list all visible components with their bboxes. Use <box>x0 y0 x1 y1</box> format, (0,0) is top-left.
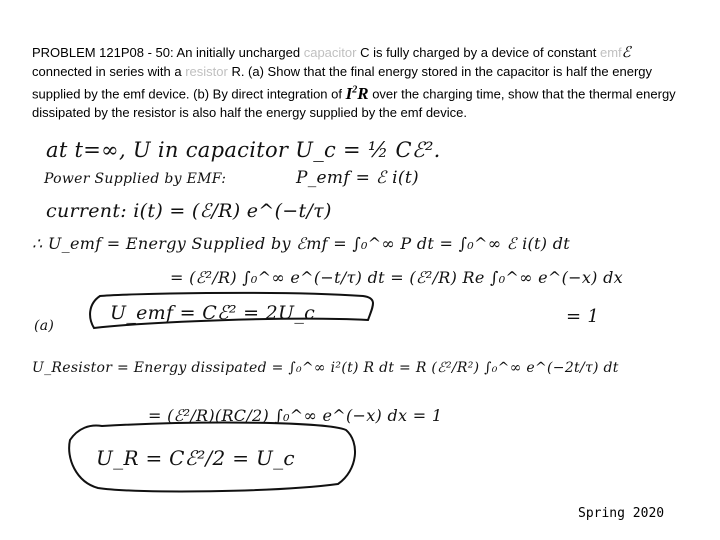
i2r-exponent: 2 <box>352 84 358 95</box>
emf-link[interactable]: emf <box>599 45 622 60</box>
problem-statement <box>32 44 692 123</box>
problem-text-5: over the charging time, show that the thermal energy dissipated by the resistor is also half the energy supplied by the emf device. <box>32 86 676 121</box>
note-line-8: = (ℰ²/R)(RC/2) ∫₀^∞ e^(−x) dx = 1 <box>148 406 443 425</box>
i2r-i: I <box>345 83 353 103</box>
i-squared-r <box>346 84 369 103</box>
note-line-7: U_Resistor = Energy dissipated = ∫₀^∞ i²(t) R dt = R (ℰ²/R²) ∫₀^∞ e^(−2t/τ) dt <box>32 360 619 376</box>
problem-text-3: connected in series with a <box>32 63 186 79</box>
note-line-5: = (ℰ²/R) ∫₀^∞ e^(−t/τ) dt = (ℰ²/R) Re ∫₀^∞ e^(−x) dx <box>170 268 623 287</box>
problem-text-2: C is fully charged by a device of constant <box>356 45 600 60</box>
note-line-2a: Power Supplied by EMF: <box>44 171 227 187</box>
note-line-5b: = 1 <box>566 306 600 327</box>
note-line-4: ∴ U_emf = Energy Supplied by ℰmf = ∫₀^∞ P dt = ∫₀^∞ ℰ i(t) dt <box>32 234 570 253</box>
capacitor-link[interactable]: capacitor <box>303 45 357 60</box>
note-line-1: at t=∞, U in capacitor U_c = ½ Cℰ². <box>46 138 441 162</box>
problem-text-1: PROBLEM 121P08 - 50: An initially uncharged <box>32 45 304 60</box>
footer-semester: Spring 2020 <box>578 506 665 521</box>
note-line-2b: P_emf = ℰ i(t) <box>296 168 419 188</box>
note-line-9: U_R = Cℰ²/2 = U_c <box>96 446 295 470</box>
resistor-link[interactable]: resistor <box>185 63 228 79</box>
note-line-3: current: i(t) = (ℰ/R) e^(−t/τ) <box>46 200 332 222</box>
note-line-6: U_emf = Cℰ² = 2U_c <box>110 302 316 324</box>
i2r-r: R <box>357 83 369 103</box>
emf-symbol: ℰ <box>621 45 631 61</box>
problem-text-4: R. (a) Show that the final energy stored in the capacitor is half the energy supplied by the emf device. (b) By direct integration of <box>32 63 653 102</box>
handwritten-solution <box>28 138 698 500</box>
label-a: (a) <box>34 318 55 334</box>
